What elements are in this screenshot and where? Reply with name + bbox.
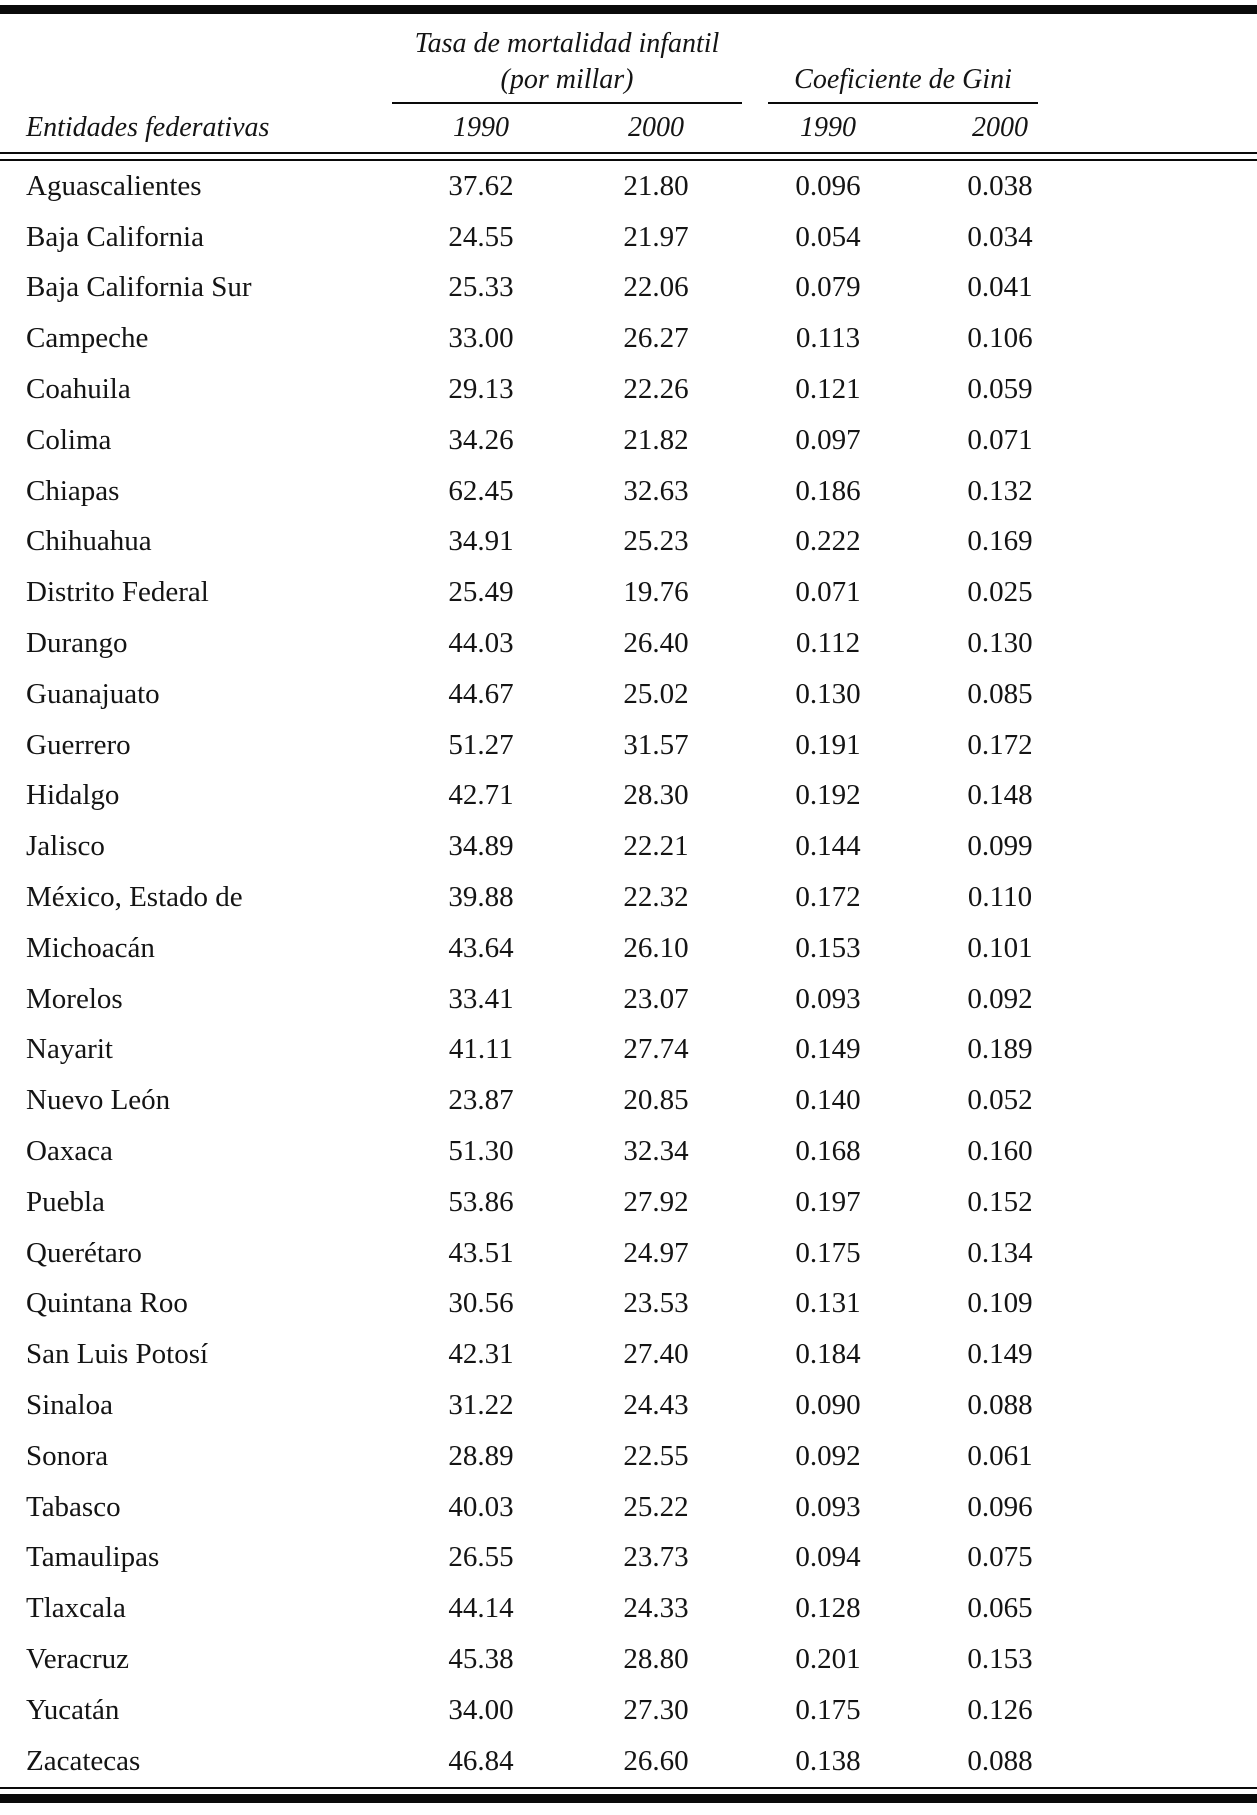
value-cell: 0.097 [795, 423, 861, 456]
value-cell: 27.40 [623, 1338, 689, 1371]
value-cell: 24.33 [623, 1592, 689, 1625]
value-cell: 0.075 [967, 1541, 1033, 1574]
state-cell: Sinaloa [26, 1389, 113, 1422]
value-cell: 0.126 [967, 1693, 1033, 1726]
value-cell: 44.03 [448, 627, 514, 660]
state-cell: Chihuahua [26, 525, 152, 558]
state-cell: Aguascalientes [26, 169, 202, 202]
value-cell: 53.86 [448, 1185, 514, 1218]
table-row [0, 1126, 1257, 1177]
value-cell: 0.121 [795, 373, 861, 406]
value-cell: 0.197 [795, 1185, 861, 1218]
table-row [0, 821, 1257, 872]
value-cell: 0.109 [967, 1287, 1033, 1320]
state-cell: Durango [26, 627, 128, 660]
state-cell: Guerrero [26, 728, 131, 761]
table-row [0, 1431, 1257, 1482]
value-cell: 32.34 [623, 1135, 689, 1168]
table-row [0, 212, 1257, 263]
value-cell: 0.092 [795, 1439, 861, 1472]
value-cell: 0.130 [967, 627, 1033, 660]
state-cell: Nayarit [26, 1033, 113, 1066]
table-row [0, 923, 1257, 974]
value-cell: 31.57 [623, 728, 689, 761]
value-cell: 0.088 [967, 1389, 1033, 1422]
table-row [0, 1736, 1257, 1787]
table-row [0, 263, 1257, 314]
value-cell: 45.38 [448, 1643, 514, 1675]
table-row [0, 1533, 1257, 1584]
value-cell: 23.87 [448, 1084, 514, 1117]
header-row-group-title [0, 14, 1257, 60]
value-cell: 0.038 [967, 169, 1033, 202]
top-rule [0, 5, 1257, 14]
value-cell: 26.60 [623, 1744, 689, 1777]
state-cell: Oaxaca [26, 1135, 113, 1168]
state-cell: Tlaxcala [26, 1592, 126, 1625]
value-cell: 0.112 [795, 627, 861, 660]
value-cell: 30.56 [448, 1287, 514, 1320]
header-row-years [0, 104, 1257, 152]
value-cell: 21.82 [623, 423, 689, 456]
value-cell: 27.30 [623, 1693, 689, 1726]
state-cell: Zacatecas [26, 1744, 141, 1777]
table-row [0, 466, 1257, 517]
state-cell: Guanajuato [26, 677, 160, 710]
header-row-group-subtitle [0, 60, 1257, 104]
value-cell: 26.27 [623, 322, 689, 355]
value-cell: 22.32 [623, 881, 689, 914]
value-cell: 0.085 [967, 677, 1033, 710]
value-cell: 33.41 [448, 982, 514, 1015]
value-cell: 62.45 [448, 474, 514, 507]
value-cell: 43.51 [448, 1236, 514, 1269]
value-cell: 39.88 [448, 881, 514, 914]
value-cell: 25.02 [623, 677, 689, 710]
table-row [0, 1279, 1257, 1330]
value-cell: 0.144 [795, 830, 861, 863]
value-cell: 22.06 [623, 271, 689, 304]
value-cell: 0.088 [967, 1744, 1033, 1777]
value-cell: 26.55 [448, 1541, 514, 1574]
value-cell: 0.092 [967, 982, 1033, 1015]
value-cell: 0.134 [967, 1236, 1033, 1269]
value-cell: 24.43 [623, 1389, 689, 1422]
table-row [0, 313, 1257, 364]
value-cell: 43.64 [448, 931, 514, 964]
table-row [0, 1583, 1257, 1634]
table-row [0, 1329, 1257, 1380]
table-body [0, 161, 1257, 1787]
value-cell: 28.80 [623, 1643, 689, 1675]
value-cell: 0.101 [967, 931, 1033, 964]
value-cell: 34.91 [448, 525, 514, 558]
value-cell: 26.40 [623, 627, 689, 660]
value-cell: 0.094 [795, 1541, 861, 1574]
value-cell: 0.138 [795, 1744, 861, 1777]
value-cell: 23.53 [623, 1287, 689, 1320]
value-cell: 0.128 [795, 1592, 861, 1625]
mortality-group-subtitle: (por millar) [392, 64, 742, 104]
year-header-mortality-1990: 1990 [453, 112, 509, 143]
value-cell: 20.85 [623, 1084, 689, 1117]
value-cell: 0.222 [795, 525, 861, 558]
value-cell: 0.175 [795, 1236, 861, 1269]
value-cell: 0.184 [795, 1338, 861, 1371]
value-cell: 0.096 [795, 169, 861, 202]
table-row [0, 974, 1257, 1025]
value-cell: 34.00 [448, 1693, 514, 1726]
value-cell: 0.093 [795, 982, 861, 1015]
state-cell: Baja California Sur [26, 271, 252, 304]
value-cell: 0.113 [795, 322, 861, 355]
bottom-rule-thick [0, 1794, 1257, 1803]
value-cell: 0.169 [967, 525, 1033, 558]
gini-group-title: Coeficiente de Gini [768, 64, 1038, 104]
value-cell: 44.14 [448, 1592, 514, 1625]
state-cell: Tamaulipas [26, 1541, 160, 1574]
state-cell: Sonora [26, 1439, 109, 1472]
value-cell: 0.153 [795, 931, 861, 964]
value-cell: 22.55 [623, 1439, 689, 1472]
value-cell: 51.30 [448, 1135, 514, 1168]
table-row [0, 517, 1257, 568]
state-cell: Querétaro [26, 1236, 142, 1269]
value-cell: 19.76 [623, 576, 689, 609]
value-cell: 0.149 [795, 1033, 861, 1066]
state-cell: Nuevo León [26, 1084, 171, 1117]
value-cell: 28.30 [623, 779, 689, 812]
table-row [0, 1685, 1257, 1736]
value-cell: 24.55 [448, 220, 514, 253]
value-cell: 0.186 [795, 474, 861, 507]
value-cell: 21.97 [623, 220, 689, 253]
value-cell: 25.22 [623, 1490, 689, 1523]
state-cell: Yucatán [26, 1693, 120, 1726]
value-cell: 0.059 [967, 373, 1033, 406]
value-cell: 21.80 [623, 169, 689, 202]
value-cell: 28.89 [448, 1439, 514, 1472]
state-cell: Michoacán [26, 931, 155, 964]
table-row [0, 1380, 1257, 1431]
value-cell: 0.172 [967, 728, 1033, 761]
table-row [0, 161, 1257, 212]
value-cell: 0.148 [967, 779, 1033, 812]
state-cell: Hidalgo [26, 779, 120, 812]
value-cell: 46.84 [448, 1744, 514, 1777]
value-cell: 0.090 [795, 1389, 861, 1422]
table-row [0, 1025, 1257, 1076]
value-cell: 37.62 [448, 169, 514, 202]
value-cell: 0.152 [967, 1185, 1033, 1218]
value-cell: 40.03 [448, 1490, 514, 1523]
state-cell: Veracruz [26, 1643, 130, 1675]
table-row [0, 1228, 1257, 1279]
year-header-gini-1990: 1990 [800, 112, 856, 143]
value-cell: 0.096 [967, 1490, 1033, 1523]
value-cell: 0.175 [795, 1693, 861, 1726]
value-cell: 0.079 [795, 271, 861, 304]
value-cell: 0.172 [795, 881, 861, 914]
value-cell: 0.153 [967, 1643, 1033, 1675]
row-header-label: Entidades federativas [26, 112, 270, 143]
value-cell: 0.160 [967, 1135, 1033, 1168]
state-cell: Coahuila [26, 373, 131, 406]
state-cell: México, Estado de [26, 881, 243, 914]
value-cell: 0.106 [967, 322, 1033, 355]
mortality-group-title: Tasa de mortalidad infantil [414, 28, 720, 59]
value-cell: 24.97 [623, 1236, 689, 1269]
value-cell: 41.11 [448, 1033, 514, 1066]
value-cell: 34.26 [448, 423, 514, 456]
header-double-rule [0, 152, 1257, 161]
state-cell: Tabasco [26, 1490, 121, 1523]
table-row [0, 771, 1257, 822]
value-cell: 0.052 [967, 1084, 1033, 1117]
state-cell: Puebla [26, 1185, 105, 1218]
value-cell: 0.099 [967, 830, 1033, 863]
table-row [0, 669, 1257, 720]
value-cell: 25.23 [623, 525, 689, 558]
value-cell: 0.168 [795, 1135, 861, 1168]
value-cell: 0.025 [967, 576, 1033, 609]
year-header-mortality-2000: 2000 [628, 112, 684, 143]
state-cell: Baja California [26, 220, 204, 253]
value-cell: 26.10 [623, 931, 689, 964]
state-cell: Colima [26, 423, 112, 456]
value-cell: 34.89 [448, 830, 514, 863]
state-cell: Jalisco [26, 830, 105, 863]
bottom-double-rule [0, 1787, 1257, 1803]
state-cell: Quintana Roo [26, 1287, 188, 1320]
value-cell: 0.093 [795, 1490, 861, 1523]
table-row [0, 364, 1257, 415]
value-cell: 27.74 [623, 1033, 689, 1066]
table-row [0, 720, 1257, 771]
state-cell: Morelos [26, 982, 123, 1015]
value-cell: 0.192 [795, 779, 861, 812]
state-cell: Chiapas [26, 474, 120, 507]
value-cell: 51.27 [448, 728, 514, 761]
state-cell: Campeche [26, 322, 149, 355]
value-cell: 0.054 [795, 220, 861, 253]
value-cell: 0.071 [967, 423, 1033, 456]
value-cell: 31.22 [448, 1389, 514, 1422]
value-cell: 0.065 [967, 1592, 1033, 1625]
value-cell: 25.33 [448, 271, 514, 304]
value-cell: 0.131 [795, 1287, 861, 1320]
table-row [0, 1634, 1257, 1685]
value-cell: 0.149 [967, 1338, 1033, 1371]
value-cell: 42.71 [448, 779, 514, 812]
value-cell: 23.07 [623, 982, 689, 1015]
value-cell: 0.140 [795, 1084, 861, 1117]
table-row [0, 1177, 1257, 1228]
table-row [0, 1482, 1257, 1533]
table-row [0, 872, 1257, 923]
table-row [0, 618, 1257, 669]
value-cell: 0.130 [795, 677, 861, 710]
value-cell: 22.26 [623, 373, 689, 406]
table-row [0, 415, 1257, 466]
table-row [0, 567, 1257, 618]
value-cell: 33.00 [448, 322, 514, 355]
year-header-gini-2000: 2000 [972, 112, 1028, 143]
value-cell: 22.21 [623, 830, 689, 863]
value-cell: 0.189 [967, 1033, 1033, 1066]
value-cell: 0.034 [967, 220, 1033, 253]
value-cell: 29.13 [448, 373, 514, 406]
value-cell: 0.061 [967, 1439, 1033, 1472]
value-cell: 25.49 [448, 576, 514, 609]
value-cell: 42.31 [448, 1338, 514, 1371]
value-cell: 23.73 [623, 1541, 689, 1574]
value-cell: 0.191 [795, 728, 861, 761]
value-cell: 0.041 [967, 271, 1033, 304]
state-cell: San Luis Potosí [26, 1338, 209, 1371]
table-row [0, 1075, 1257, 1126]
value-cell: 0.071 [795, 576, 861, 609]
value-cell: 27.92 [623, 1185, 689, 1218]
value-cell: 44.67 [448, 677, 514, 710]
value-cell: 0.110 [967, 881, 1033, 914]
value-cell: 32.63 [623, 474, 689, 507]
value-cell: 0.201 [795, 1643, 861, 1675]
value-cell: 0.132 [967, 474, 1033, 507]
state-cell: Distrito Federal [26, 576, 209, 609]
